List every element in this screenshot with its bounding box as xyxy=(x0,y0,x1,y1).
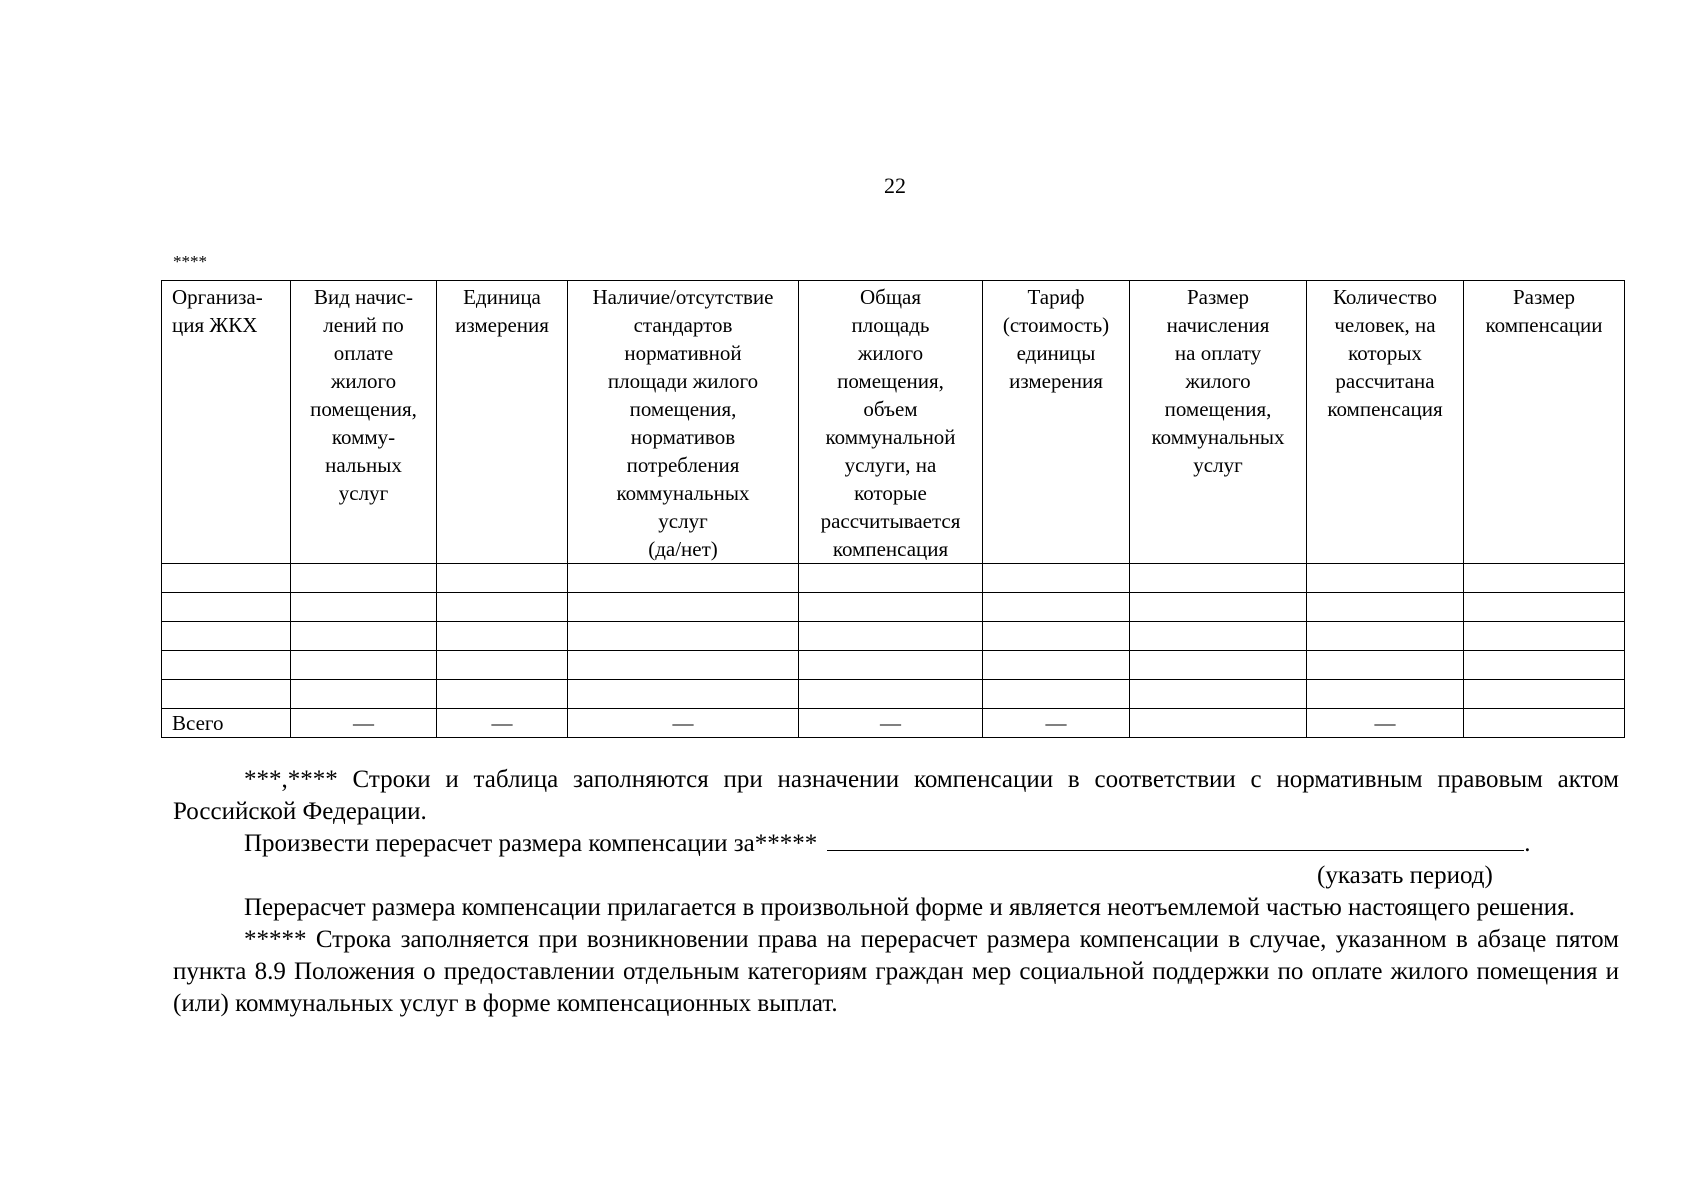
table-cell[interactable] xyxy=(568,680,799,709)
table-cell[interactable] xyxy=(1464,680,1625,709)
table-cell[interactable] xyxy=(437,651,568,680)
table-cell[interactable] xyxy=(983,622,1130,651)
table-cell[interactable] xyxy=(1464,651,1625,680)
period-hint: (указать период) xyxy=(1317,862,1493,889)
table-cell[interactable] xyxy=(291,622,437,651)
table-total-row xyxy=(162,709,1625,738)
table-cell[interactable] xyxy=(799,564,983,593)
total-cell-dash: — xyxy=(291,709,437,738)
recalc-period-end: . xyxy=(1524,830,1531,857)
header-organization: Организа- ция ЖКХ xyxy=(162,281,291,564)
table-row xyxy=(162,651,1625,680)
table-cell[interactable] xyxy=(983,680,1130,709)
table-cell[interactable] xyxy=(162,651,291,680)
table-cell[interactable] xyxy=(1130,564,1307,593)
table-cell[interactable] xyxy=(1464,622,1625,651)
table-row xyxy=(162,622,1625,651)
note-recalc-right: ***** Строка заполняется при возникновении права на перерасчет размера компенсации в случае, указанном в абзаце пятом пункта 8.9 Положения о предоставлении отдельным категориям граждан мер социальной поддержки по оплате жилого помещения и (или) коммунальных услуг в форме компенсационных выплат. xyxy=(173,926,1619,1017)
header-charge-amount: Размер начисления на оплату жилого помещения, коммунальных услуг xyxy=(1130,281,1307,564)
table-cell[interactable] xyxy=(799,622,983,651)
note-rows-and-table: ***,**** Строки и таблица заполняются при назначении компенсации в соответствии с нормативным правовым актом Российской Федерации. xyxy=(173,766,1619,825)
header-people-count: Количество человек, на которых рассчитана компенсация xyxy=(1307,281,1464,564)
table-cell[interactable] xyxy=(291,651,437,680)
table-cell[interactable] xyxy=(1130,680,1307,709)
table-cell[interactable] xyxy=(568,593,799,622)
total-cell-dash: — xyxy=(799,709,983,738)
recalc-period-label: Произвести перерасчет размера компенсации за***** xyxy=(244,830,818,857)
table-cell[interactable] xyxy=(291,680,437,709)
table-cell[interactable] xyxy=(437,593,568,622)
table-cell[interactable] xyxy=(437,622,568,651)
table-cell[interactable] xyxy=(799,593,983,622)
total-cell-dash: — xyxy=(437,709,568,738)
notes-section xyxy=(173,764,1619,1020)
table-cell[interactable] xyxy=(291,593,437,622)
table-header-row xyxy=(162,281,1625,564)
total-cell-dash: — xyxy=(1307,709,1464,738)
header-compensation: Размер компенсации xyxy=(1464,281,1625,564)
table-cell[interactable] xyxy=(1307,593,1464,622)
total-cell-compensation[interactable] xyxy=(1464,709,1625,738)
compensation-table xyxy=(161,280,1625,738)
total-cell-dash: — xyxy=(983,709,1130,738)
header-unit: Единица измерения xyxy=(437,281,568,564)
table-cell[interactable] xyxy=(1307,680,1464,709)
header-tariff: Тариф (стоимость) единицы измерения xyxy=(983,281,1130,564)
table-cell[interactable] xyxy=(1130,651,1307,680)
table-row xyxy=(162,564,1625,593)
table-cell[interactable] xyxy=(1130,622,1307,651)
table-cell[interactable] xyxy=(1307,564,1464,593)
header-area-volume: Общая площадь жилого помещения, объем коммунальной услуги, на которые рассчитывается компенсация xyxy=(799,281,983,564)
table-cell[interactable] xyxy=(291,564,437,593)
table-cell[interactable] xyxy=(1307,622,1464,651)
header-charge-type: Вид начис- лений по оплате жилого помещения, комму- нальных услуг xyxy=(291,281,437,564)
table-cell[interactable] xyxy=(1130,593,1307,622)
table-cell[interactable] xyxy=(799,680,983,709)
table-cell[interactable] xyxy=(1464,593,1625,622)
table-cell[interactable] xyxy=(983,593,1130,622)
table-cell[interactable] xyxy=(1464,564,1625,593)
header-standards: Наличие/отсутствие стандартов нормативной площади жилого помещения, нормативов потребления коммунальных услуг (да/нет) xyxy=(568,281,799,564)
table-cell[interactable] xyxy=(437,564,568,593)
table-cell[interactable] xyxy=(162,680,291,709)
table-cell[interactable] xyxy=(568,651,799,680)
table-cell[interactable] xyxy=(568,622,799,651)
table-cell[interactable] xyxy=(437,680,568,709)
note-recalc-attachment: Перерасчет размера компенсации прилагается в произвольной форме и является неотъемлемой частью настоящего решения. xyxy=(244,894,1575,921)
table-cell[interactable] xyxy=(983,651,1130,680)
table-cell[interactable] xyxy=(799,651,983,680)
table-row xyxy=(162,680,1625,709)
recalc-period-line xyxy=(173,828,1619,860)
table-cell[interactable] xyxy=(983,564,1130,593)
table-row xyxy=(162,593,1625,622)
total-cell-charge[interactable] xyxy=(1130,709,1307,738)
page-number: 22 xyxy=(884,173,906,198)
total-cell-dash: — xyxy=(568,709,799,738)
total-label: Всего xyxy=(162,709,291,738)
table-cell[interactable] xyxy=(162,622,291,651)
table-footnote-marker: **** xyxy=(173,252,207,271)
table-cell[interactable] xyxy=(162,593,291,622)
table-cell[interactable] xyxy=(568,564,799,593)
table-cell[interactable] xyxy=(1307,651,1464,680)
table-cell[interactable] xyxy=(162,564,291,593)
period-input-blank[interactable] xyxy=(827,828,1524,851)
